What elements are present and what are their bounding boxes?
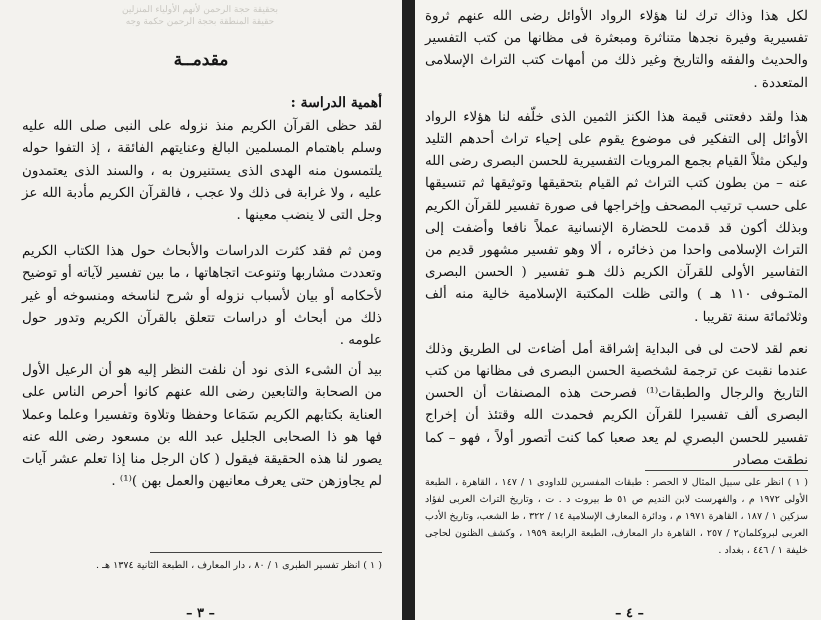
book-gutter	[402, 0, 415, 620]
page-title: مقدمــة	[173, 50, 229, 70]
page-number: – ٣ –	[186, 606, 216, 620]
footnote: ( ١ ) انظر على سبيل المثال لا الحصر : طبقات المفسرين للداودى ١ / ١٤٧ ، القاهرة ، الطبعة الأولى ١٩٧٢ م ، والفهرست لابن النديم ص ٥١ ط بيروت د . ت ، وتاريخ التراث العربى لفؤاد سزكين ١ / ١٨٧ ، القاهرة ١٩٧١ م ، ودائرة المعارف الإسلامية ١٤ / ٣٢٢ ، ط الشعب، وتاريخ الأدب العربى لبروكلمان٢ / ٢٥٧ ، القاهرة دار المعارف، الطبعة الرابعة ١٩٥٩ ، وكشف الظنون لحاجى خليفة ١ / ٤٤٦ ، بغداد .	[425, 477, 809, 556]
right-body	[425, 6, 808, 472]
paragraph-2: ومن ثم فقد كثرت الدراسات والأبحاث حول هذا الكتاب الكريم وتعددت مشاربها وتنوعت اتجاهاتها ، ما بين تفسير لآياته أو توضيح لأحكامه أو بيان لأسباب نزوله أو شرح لناسخه ومنسوخه أو غير ذلك من أبحاث أو دراسات تتعلق بالقرآن الكريم وتدور حول علومه .	[22, 244, 382, 349]
right-page	[415, 0, 821, 620]
left-page	[0, 0, 402, 620]
paragraph-1: لقد حظى القرآن الكريم منذ نزوله على النبى صلى الله عليه وسلم باهتمام المسلمين البالغ وعنايتهم الفائقة ، إذ التفوا حوله يلتمسون منه الهدى الذى يستنيرون به ، والسند الذى يعتمدون عليه ، ولا غرابة فى ذلك ولا عجب ، فالقرآن الكريم مأدبة الله عز وجل التى لا ينضب معينها .	[22, 119, 382, 224]
paragraph-1: لكل هذا وذاك ترك لنا هؤلاء الرواد الأوائل رضى الله عنهم ثروة تفسيرية وفيرة نجدها متناثرة ومبعثرة فى مظانها من كتب التفسير والحديث والفقه والتاريخ وغير ذلك من أمهات كتب التراث الإسلامى المتعددة .	[425, 9, 808, 91]
page-number: – ٤ –	[615, 606, 645, 620]
paragraph-3: بيد أن الشىء الذى نود أن نلفت النظر إليه هو أن الرعيل الأول من الصحابة والتابعين رضى الله عنهم كانوا أحرص الناس على العناية بكتابهم الكريم سَمَاعا وحفظا وتلاوة وتفسيرا وعلما وعملا فها هو ذا الصحابى الجليل عبد الله بن مسعود رضى الله عنه يصور لنا هذه الحقيقة فيقول ( كان الرجل منا إذا تعلم عشر آيات لم يجاوزهن حتى يعرف معانيهن والعمل بهن )⁽¹⁾ .	[22, 363, 382, 490]
left-body	[22, 92, 382, 493]
paragraph-3: نعم لقد لاحت لى فى البداية إشراقة أمل أضاءت لى الطريق وذلك عندما نقبت عن ترجمة لشخصية الحسن البصرى فى مظانها من كتب التاريخ والرجال والطبقات⁽¹⁾ فصرحت هذه المصنفات أن الحسن البصرى ألف تفسيرا للقرآن الكريم فحمدت الله وقتئذ أن إخراج تفسير للحسن البصري لم يعد صعبا كما كنت أتصور أولاً ، فهو – كما نطقت مصادر	[425, 341, 809, 468]
paragraph-2: هذا ولقد دفعتنى قيمة هذا الكنز الثمين الذى خلّفه لنا هؤلاء الرواد الأوائل إلى التفكير فى موضوع يقوم على إحياء تراث أحدهم التليد وليكن مثلاً القيام بجمع المرويات التفسيرية للحسن البصرى رضى الله عنه – من بطون كتب التراث ثم القيام بتحقيقها وتوثيقها ثم تنسيقها على حسب ترتيب المصحف وإخراجها فى صورة تفسير للقرآن الكريم وبذلك أكون قد قدمت للحضارة الإنسانية عملاً نافعا وأضفت إلى التراث الإسلامى واحدا من ذخائره ، ألا وهو تفسير مشهور قديم من التفاسير الأولى للقرآن الكريم ذلك هـو تفسير ( الحسن البصرى المتـوفى ١١٠ هـ ) والتى ظلت المكتبة الإسلامية خالية منه ألف وثلاثمائة سنة تقريبا .	[425, 109, 808, 325]
footnote-divider	[645, 470, 808, 471]
footnote: ( ١ ) انظر تفسير الطبرى ١ / ٨٠ ، دار المعارف ، الطبعة الثانية ١٣٧٤ هـ .	[96, 560, 382, 571]
bleed-through-text: بحقيقة حجة الرحمن لأنهم الأولياء المنزلين حقيقة المنطقة بحجة الرحمن حكمة وجه	[122, 5, 278, 27]
section-heading: أهمية الدراسة :	[290, 95, 382, 111]
footnote-divider	[150, 552, 382, 553]
